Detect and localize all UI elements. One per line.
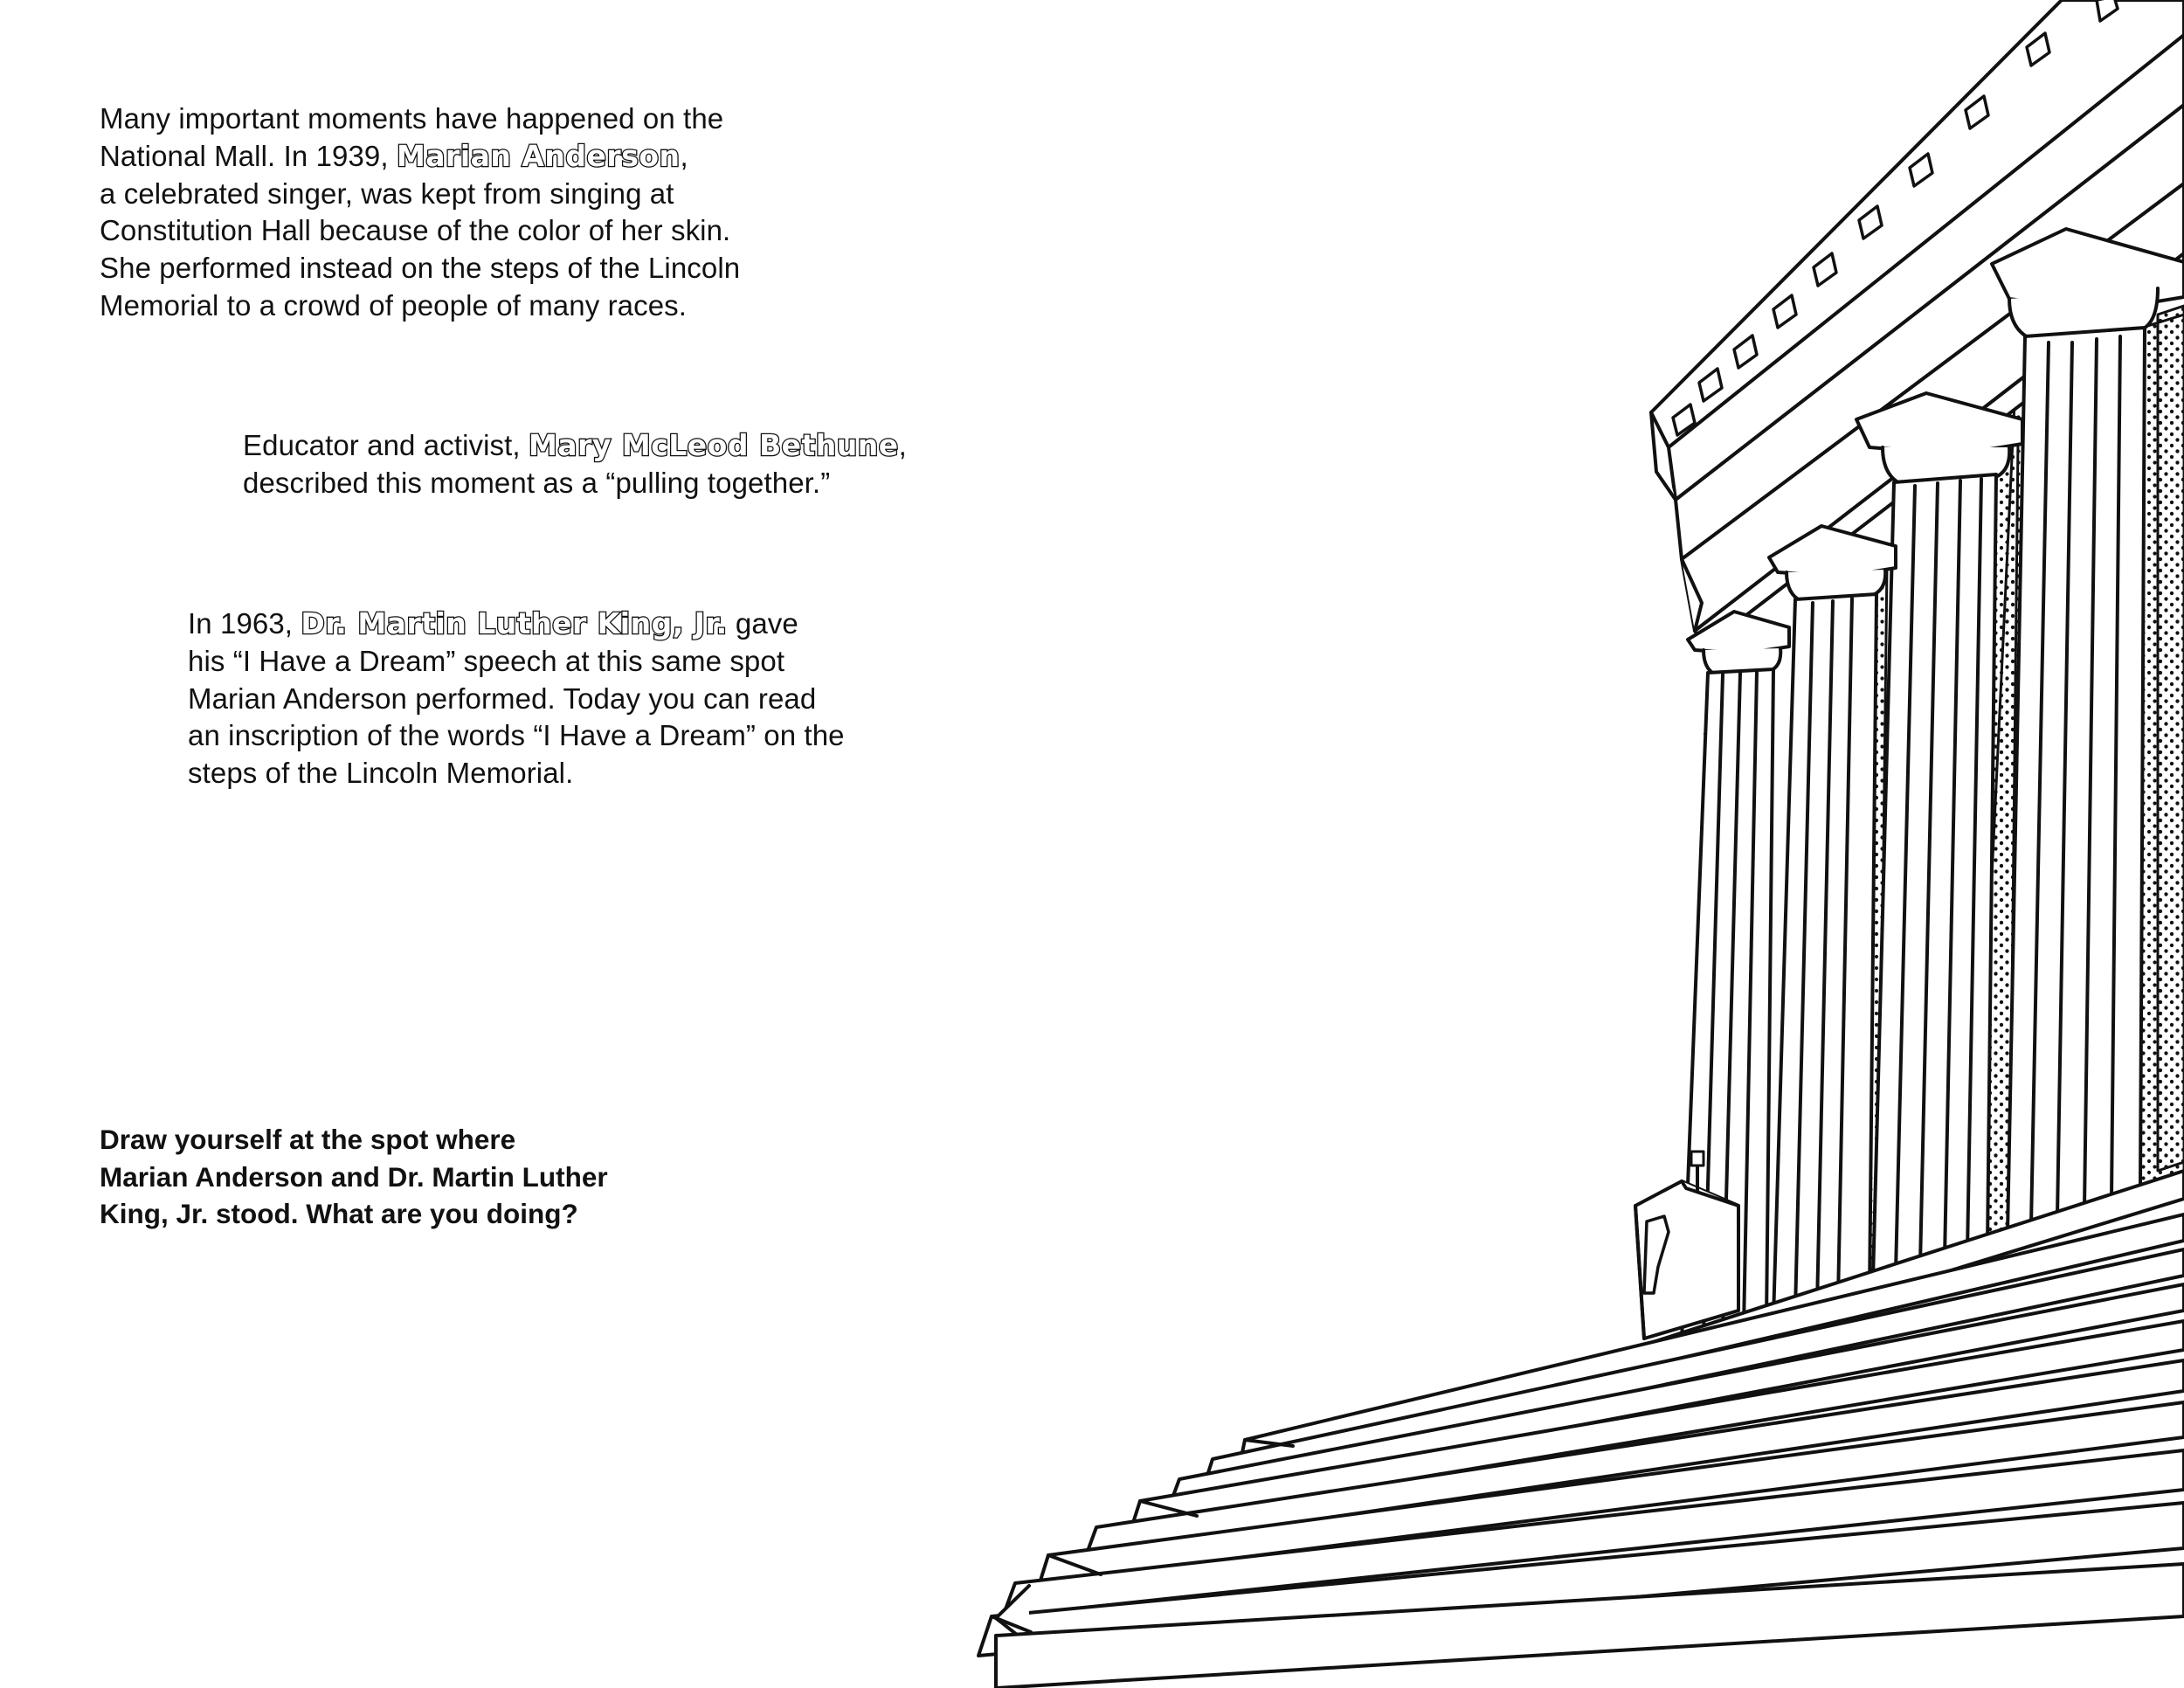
bethune-text: Educator and activist,	[243, 429, 529, 461]
king-text: In 1963,	[188, 607, 301, 640]
king-text: gave	[727, 607, 798, 640]
bethune-text: ,	[898, 429, 907, 461]
intro-text: National Mall. In 1939,	[100, 139, 397, 172]
name-marian-anderson: Marian Anderson	[396, 138, 681, 173]
prompt-line: Draw yourself at the spot where	[100, 1124, 516, 1155]
shadow-panel	[2158, 306, 2184, 1171]
intro-line: Constitution Hall because of the color of her skin.	[100, 214, 731, 247]
memorial-steps	[978, 1171, 2184, 1688]
prompt-line: Marian Anderson and Dr. Martin Luther	[100, 1160, 608, 1193]
intro-line: a celebrated singer, was kept from singing at	[100, 176, 674, 210]
microphone-icon	[1691, 1152, 1704, 1166]
intro-text: ,	[680, 139, 688, 172]
name-martin-luther-king: Dr. Martin Luther King, Jr.	[301, 606, 728, 640]
king-line: his “I Have a Dream” speech at this same spot	[188, 644, 785, 677]
intro-line: Many important moments have happened on the	[100, 102, 724, 135]
king-line: an inscription of the words “I Have a Dream” on the	[188, 719, 845, 752]
king-line: steps of the Lincoln Memorial.	[188, 757, 574, 790]
bethune-line: described this moment as a “pulling together.”	[243, 466, 831, 499]
shaft	[2008, 328, 2145, 1234]
intro-line: She performed instead on the steps of the Lincoln	[100, 252, 741, 285]
prompt-line: King, Jr. stood. What are you doing?	[100, 1198, 578, 1229]
intro-line: Memorial to a crowd of people of many races.	[100, 288, 688, 322]
king-line: Marian Anderson performed. Today you can read	[188, 681, 817, 715]
name-mary-mcleod-bethune: Mary McLeod Bethune	[528, 428, 899, 462]
